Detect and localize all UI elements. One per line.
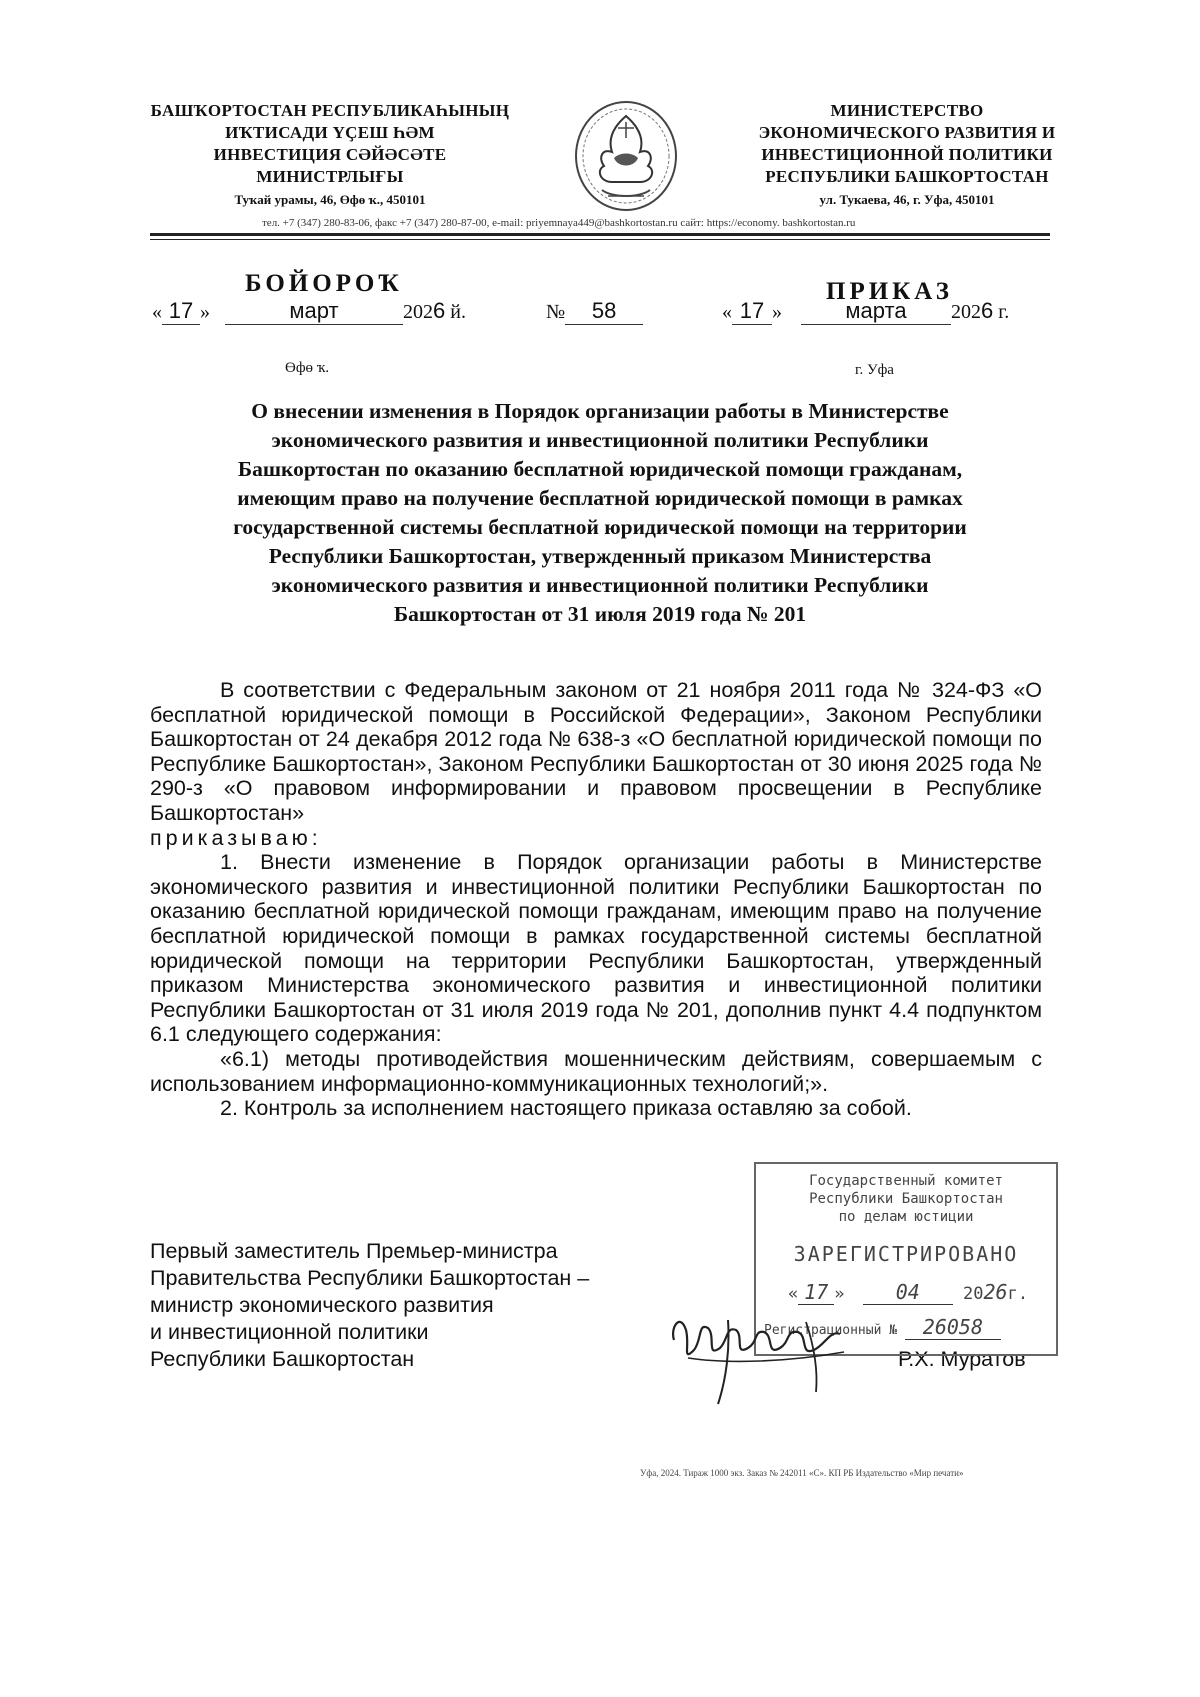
stamp-reg-number: 26058 — [905, 1315, 1001, 1340]
right-date — [722, 298, 1009, 325]
letterhead-rule-thin — [150, 239, 1050, 240]
position-line: Республики Башкортостан — [150, 1347, 415, 1371]
city-russian: г. Уфа — [855, 362, 894, 378]
orders-word: приказываю: — [150, 825, 322, 850]
stamp-open-quote: « — [788, 1284, 799, 1304]
coat-of-arms-emblem — [572, 98, 680, 214]
number-value: 58 — [565, 298, 643, 325]
date-month: марта — [801, 298, 951, 325]
emblem-icon — [572, 98, 680, 214]
letterhead-contacts: тел. +7 (347) 280-83-06, факс +7 (347) 280-87-00, e-mail: priyemnaya449@bashkortostan.ru сайт: https://economy. bashkortostan.ru — [262, 217, 856, 229]
letterhead-left-line: БАШҠОРТОСТАН РЕСПУБЛИКАҺЫНЫҢ — [150, 101, 510, 120]
stamp-reg-label: Регистрационный № — [764, 1323, 898, 1338]
signatory-position — [150, 1238, 670, 1373]
title-line: государственной системы бесплатной юридической помощи на территории — [233, 515, 967, 539]
letterhead-right-line: ИНВЕСТИЦИОННОЙ ПОЛИТИКИ — [761, 145, 1053, 164]
order-number — [546, 298, 643, 325]
date-suffix: г. — [998, 301, 1010, 323]
date-close-quote: » — [772, 301, 782, 323]
date-open-quote: « — [152, 301, 162, 323]
city-bashkir: Өфө ҡ. — [285, 360, 330, 376]
preamble-paragraph: В соответствии с Федеральным законом от 21 ноября 2011 года № 324-ФЗ «О бесплатной юридической помощи в Российской Федерации», Законом Республики Башкортостан от 24 декабря 2012 года № 638-з «О бесплатной юридической помощи по Республике Башкортостан», Законом Республики Башкортостан от 30 июня 2025 года № 290-з «О правовом информировании и правовом просвещении в Республике Башкортостан» — [150, 678, 1042, 825]
item-2-paragraph: 2. Контроль за исполнением настоящего приказа оставляю за собой. — [220, 1096, 912, 1121]
title-line: Республики Башкортостан, утвержденный приказом Министерства — [268, 544, 932, 568]
position-line: Первый заместитель Премьер-министра — [150, 1239, 558, 1263]
document-title — [120, 397, 1080, 629]
date-close-quote: » — [200, 301, 210, 323]
date-day: 17 — [732, 298, 772, 325]
stamp-year-unit: г. — [1007, 1284, 1029, 1304]
stamp-year-suffix: 26 — [983, 1280, 1008, 1304]
print-footer: Уфа, 2024. Тираж 1000 экз. Заказ № 242011 «С». КП РБ Издательство «Мир печати» — [640, 1468, 964, 1478]
position-line: Правительства Республики Башкортостан – — [150, 1266, 590, 1290]
handwritten-signature — [668, 1300, 868, 1410]
order-title-russian: ПРИКАЗ — [826, 278, 953, 305]
item-1-paragraph: 1. Внести изменение в Порядок организации работы в Министерстве экономического развития и инвестиционной политики Республики Башкортостан по оказанию бесплатной юридической помощи гражданам, имеющим право на получение бесплатной юридической помощи в рамках государственной системы бесплатной юридической помощи на территории Республики Башкортостан, утвержденный приказом Министерства экономического развития и инвестиционной политики Республики Башкортостан от 31 июля 2019 года № 201, дополнив пункт 4.4 подпунктом 6.1 следующего содержания: — [150, 850, 1042, 1047]
title-line: О внесении изменения в Порядок организации работы в Министерстве — [251, 399, 949, 423]
position-line: министр экономического развития — [150, 1293, 494, 1317]
date-year-prefix: 202 — [951, 301, 981, 323]
letterhead-right — [718, 100, 1096, 208]
stamp-year-prefix: 20 — [963, 1284, 984, 1304]
date-open-quote: « — [722, 301, 732, 323]
item-1-quote-paragraph: «6.1) методы противодействия мошенническим действиям, совершаемым с использованием информационно-коммуникационных технологий;». — [150, 1046, 1042, 1096]
stamp-close-quote: » — [834, 1284, 845, 1304]
letterhead-left-line: МИНИСТРЛЫҒЫ — [256, 167, 404, 186]
stamp-month: 04 — [863, 1280, 953, 1305]
number-label: № — [546, 301, 566, 323]
document-body — [150, 678, 1042, 1121]
title-line: имеющим право на получение бесплатной юридической помощи в рамках — [237, 486, 963, 510]
date-year-digit: 6 — [433, 298, 446, 323]
stamp-status: ЗАРЕГИСТРИРОВАНО — [793, 1242, 1019, 1266]
date-month: март — [225, 298, 403, 325]
letterhead-rule — [150, 233, 1050, 236]
letterhead-left-line: ИНВЕСТИЦИЯ СӘЙӘСӘТЕ — [213, 145, 447, 164]
stamp-day: 17 — [798, 1280, 834, 1305]
signatory-name: Р.Х. Муратов — [898, 1347, 1026, 1371]
title-line: экономического развития и инвестиционной политики Республики — [271, 428, 929, 452]
letterhead-left-address: Туҡай урамы, 46, Өфө ҡ., 450101 — [234, 192, 426, 207]
stamp-line: по делам юстиции — [838, 1209, 974, 1225]
title-line: Башкортостан от 31 июля 2019 года № 201 — [393, 602, 807, 626]
letterhead-right-line: ЭКОНОМИЧЕСКОГО РАЗВИТИЯ И — [758, 123, 1056, 142]
date-year-digit: 6 — [981, 298, 994, 323]
title-line: экономического развития и инвестиционной политики Республики — [271, 573, 929, 597]
date-day: 17 — [162, 298, 200, 325]
letterhead-right-line: МИНИСТЕРСТВО — [830, 101, 984, 120]
letterhead-right-address: ул. Тукаева, 46, г. Уфа, 450101 — [819, 192, 995, 207]
date-year-prefix: 202 — [403, 301, 433, 323]
stamp-line: Республики Башкортостан — [809, 1191, 1003, 1207]
letterhead-left-line: ИҠТИСАДИ ҮҪЕШ ҺӘМ — [225, 123, 435, 142]
stamp-line: Государственный комитет — [809, 1173, 1003, 1189]
signature-icon — [668, 1300, 868, 1410]
date-suffix: й. — [450, 301, 466, 323]
letterhead-right-line: РЕСПУБЛИКИ БАШКОРТОСТАН — [765, 167, 1049, 186]
letterhead-left — [150, 100, 510, 208]
title-line: Башкортостан по оказанию бесплатной юридической помощи гражданам, — [237, 457, 963, 481]
order-title-bashkir: БОЙОРОҠ — [245, 270, 403, 297]
position-line: и инвестиционной политики — [150, 1320, 429, 1344]
left-date — [152, 298, 466, 325]
